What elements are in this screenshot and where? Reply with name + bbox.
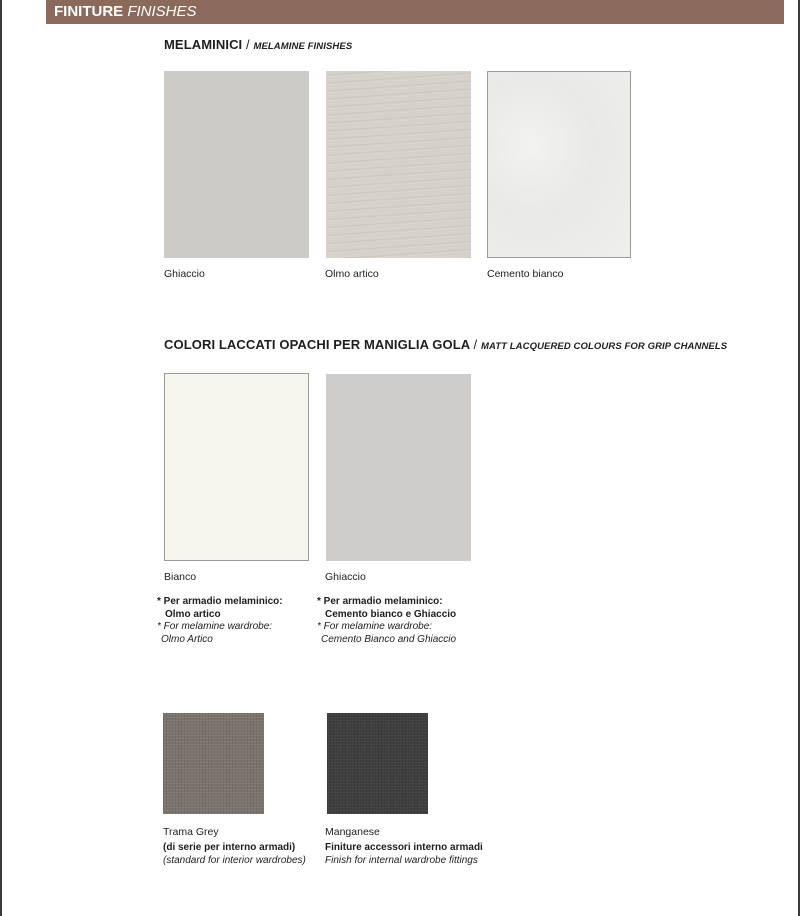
- swatch-label: Cemento bianco: [487, 268, 564, 280]
- swatch-trama-grey: [163, 713, 264, 814]
- swatch-ghiaccio-lacquer: [326, 374, 471, 561]
- swatch-cemento-bianco: [487, 71, 631, 258]
- swatch-label: Ghiaccio: [325, 571, 366, 583]
- swatch-note: * Per armadio melaminico: Olmo artico * For melamine wardrobe: Olmo Artico: [157, 596, 283, 645]
- note-en-line1: For melamine wardrobe:: [323, 621, 433, 632]
- note-bold: Finiture accessori interno armadi: [325, 842, 483, 853]
- swatch-bianco: [164, 373, 309, 561]
- swatch-olmo-artico: [326, 71, 471, 258]
- note-it-line1: Per armadio melaminico:: [163, 596, 283, 607]
- note-it-line2: Olmo artico: [165, 608, 221, 620]
- melamine-subtitle: MELAMINE FINISHES: [253, 41, 353, 52]
- note-italic: (standard for interior wardrobes): [163, 854, 306, 866]
- lacquer-section-title: COLORI LACCATI OPACHI PER MANIGLIA GOLA / MATT LACQUERED COLOURS FOR GRIP CHANNELS: [164, 337, 728, 352]
- header-title: FINITURE: [54, 3, 124, 20]
- swatch-label: Ghiaccio: [164, 268, 205, 280]
- swatch-note: * Per armadio melaminico: Cemento bianco e Ghiaccio * For melamine wardrobe: Cemento Bianco and Ghiaccio: [317, 596, 457, 645]
- note-bold: (di serie per interno armadi): [163, 842, 296, 853]
- note-en-line2: Olmo Artico: [161, 633, 213, 645]
- swatch-label: Olmo artico: [325, 268, 379, 280]
- swatch-label: Manganese: [325, 826, 380, 838]
- note-italic: Finish for internal wardrobe fittings: [325, 854, 478, 866]
- page-border-left: [0, 0, 2, 916]
- lacquer-subtitle: MATT LACQUERED COLOURS FOR GRIP CHANNELS: [480, 341, 728, 352]
- header-bar: [46, 0, 784, 24]
- swatch-manganese: [327, 713, 428, 814]
- melamine-section-title: MELAMINICI / MELAMINE FINISHES: [164, 37, 353, 52]
- melamine-title: MELAMINICI: [164, 37, 243, 52]
- swatch-label: Trama Grey: [163, 826, 219, 838]
- lacquer-title: COLORI LACCATI OPACHI PER MANIGLIA GOLA: [164, 337, 470, 352]
- swatch-note: [163, 842, 306, 867]
- note-en-line2: Cemento Bianco and Ghiaccio: [321, 633, 457, 645]
- swatch-note: [325, 842, 483, 867]
- swatch-ghiaccio-melamine: [164, 71, 309, 258]
- note-it-line1: Per armadio melaminico:: [323, 596, 443, 607]
- note-en-line1: For melamine wardrobe:: [163, 621, 273, 632]
- swatch-label: Bianco: [164, 571, 197, 583]
- header-subtitle: FINISHES: [127, 3, 197, 20]
- note-it-line2: Cemento bianco e Ghiaccio: [325, 608, 457, 620]
